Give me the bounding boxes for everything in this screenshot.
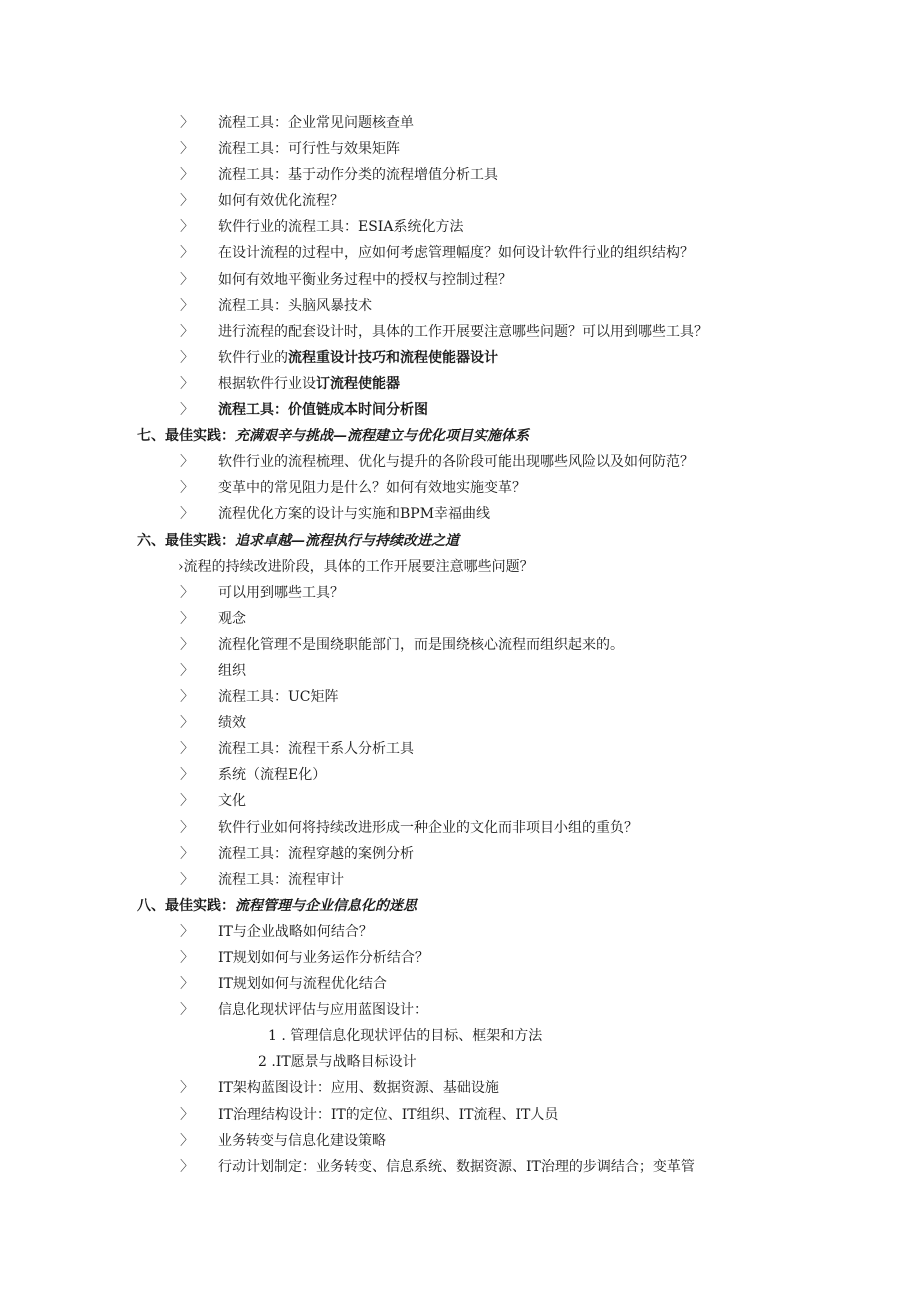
bullet-chevron-icon: 〉 — [180, 767, 194, 784]
bullet-chevron-icon: 〉 — [180, 1002, 194, 1019]
bullet-text: 流程工具：头脑风暴技术 — [218, 297, 372, 314]
bullet-chevron-icon: 〉 — [180, 819, 194, 836]
bullet-item — [0, 136, 920, 162]
section-heading-title: 流程管理与企业信息化的迷思 — [235, 897, 417, 914]
bullet-item — [0, 475, 920, 501]
bullet-chevron-icon: 〉 — [180, 636, 194, 653]
bullet-text-bold: 流程重设计技巧和流程使能器设计 — [288, 349, 498, 366]
bullet-text: IT架构蓝图设计：应用、数据资源、基础设施 — [218, 1080, 499, 1097]
bullet-text: 绩效 — [218, 715, 246, 732]
bullet-chevron-icon: 〉 — [180, 245, 194, 262]
bullet-text: 信息化现状评估与应用蓝图设计： — [218, 1002, 428, 1019]
bullet-text: 流程工具：UC矩阵 — [218, 689, 339, 706]
bullet-item — [0, 214, 920, 240]
bullet-item — [0, 397, 920, 423]
bullet-text: IT与企业战略如何结合？ — [218, 923, 373, 940]
bullet-chevron-icon: 〉 — [180, 610, 194, 627]
bullet-item — [0, 110, 920, 136]
text-line: ›流程的持续改进阶段，具体的工作开展要注意哪些问题？ — [178, 558, 534, 575]
section-heading — [0, 893, 920, 919]
bullet-text: 流程工具：流程审计 — [218, 871, 344, 888]
bullet-text — [218, 371, 400, 397]
bullet-text: 观念 — [218, 610, 246, 627]
bullet-item — [0, 710, 920, 736]
bullet-item — [0, 919, 920, 945]
bullet-text: 如何有效优化流程？ — [218, 193, 344, 210]
bullet-item — [0, 841, 920, 867]
bullet-text: 流程优化方案的设计与实施和BPM幸福曲线 — [218, 506, 491, 523]
bullet-text: 组织 — [218, 662, 246, 679]
bullet-item — [0, 997, 920, 1023]
bullet-item — [0, 788, 920, 814]
bullet-item — [0, 815, 920, 841]
section-heading — [0, 423, 920, 449]
bullet-chevron-icon: 〉 — [180, 1106, 194, 1123]
bullet-item — [0, 501, 920, 527]
bullet-text: IT规划如何与业务运作分析结合？ — [218, 950, 429, 966]
bullet-chevron-icon: 〉 — [180, 950, 194, 966]
bullet-text: 软件行业的流程工具：ESIA系统化方法 — [218, 219, 464, 236]
bullet-chevron-icon: 〉 — [180, 1158, 194, 1175]
bullet-item — [0, 188, 920, 214]
bullet-item — [0, 267, 920, 293]
bullet-text: 在设计流程的过程中，应如何考虑管理幅度？如何设计软件行业的组织结构？ — [218, 245, 694, 262]
numbered-item: 1 . 管理信息化现状评估的目标、框架和方法 — [268, 1028, 543, 1045]
bullet-item — [0, 1154, 920, 1180]
section-heading — [0, 528, 920, 554]
bullet-item — [0, 632, 920, 658]
bullet-chevron-icon: 〉 — [180, 402, 194, 419]
bullet-text: 流程化管理不是围绕职能部门，而是围绕核心流程而组织起来的。 — [218, 636, 624, 653]
section-heading-prefix: 八、最佳实践： — [137, 897, 235, 914]
section-heading-prefix: 七、最佳实践： — [137, 428, 235, 445]
bullet-item — [0, 945, 920, 971]
section-heading-prefix: 六、最佳实践： — [137, 532, 235, 549]
bullet-item — [0, 293, 920, 319]
bullet-chevron-icon: 〉 — [180, 167, 194, 184]
bullet-chevron-icon: 〉 — [180, 1132, 194, 1149]
bullet-item — [0, 971, 920, 997]
bullet-chevron-icon: 〉 — [180, 219, 194, 236]
bullet-item — [0, 345, 920, 371]
section-heading-title: 追求卓越—流程执行与持续改进之道 — [235, 532, 459, 549]
bullet-text: 可以用到哪些工具？ — [218, 584, 344, 601]
bullet-chevron-icon: 〉 — [180, 506, 194, 523]
bullet-item — [0, 1075, 920, 1101]
bullet-text-bold: 订流程使能器 — [316, 375, 400, 392]
bullet-chevron-icon: 〉 — [180, 454, 194, 471]
bullet-chevron-icon: 〉 — [180, 845, 194, 862]
bullet-chevron-icon: 〉 — [180, 349, 194, 366]
bullet-item — [0, 1128, 920, 1154]
bullet-text-plain: 根据软件行业设 — [218, 375, 316, 392]
bullet-text: 流程工具：流程穿越的案例分析 — [218, 845, 414, 862]
bullet-text — [218, 345, 498, 371]
bullet-text: 软件行业的流程梳理、优化与提升的各阶段可能出现哪些风险以及如何防范？ — [218, 454, 694, 471]
section-heading-title: 充满艰辛与挑战—流程建立与优化项目实施体系 — [235, 428, 529, 445]
bullet-chevron-icon: 〉 — [180, 715, 194, 732]
bullet-item — [0, 449, 920, 475]
bullet-text: 变革中的常见阻力是什么？如何有效地实施变革？ — [218, 480, 526, 497]
bullet-text: 流程工具：可行性与效果矩阵 — [218, 141, 400, 158]
bullet-text: 流程工具：基于动作分类的流程增值分析工具 — [218, 167, 498, 184]
bullet-item — [0, 580, 920, 606]
bullet-item — [0, 240, 920, 266]
bullet-item — [0, 162, 920, 188]
bullet-text: IT规划如何与流程优化结合 — [218, 976, 387, 993]
bullet-item — [0, 1102, 920, 1128]
bullet-item — [0, 762, 920, 788]
bullet-item — [0, 684, 920, 710]
bullet-item — [0, 867, 920, 893]
bullet-chevron-icon: 〉 — [180, 741, 194, 758]
bullet-text-plain: 软件行业的 — [218, 349, 288, 366]
bullet-item — [0, 319, 920, 345]
bullet-item — [0, 736, 920, 762]
bullet-chevron-icon: 〉 — [180, 480, 194, 497]
bullet-chevron-icon: 〉 — [180, 323, 194, 340]
bullet-text: 流程工具：流程干系人分析工具 — [218, 741, 414, 758]
bullet-chevron-icon: 〉 — [180, 271, 194, 288]
bullet-text: 文化 — [218, 793, 246, 810]
bullet-text: IT治理结构设计：IT的定位、IT组织、IT流程、IT人员 — [218, 1106, 559, 1123]
bullet-chevron-icon: 〉 — [180, 976, 194, 993]
bullet-text: 流程工具：企业常见问题核查单 — [218, 115, 414, 131]
bullet-chevron-icon: 〉 — [180, 1080, 194, 1097]
bullet-text: 如何有效地平衡业务过程中的授权与控制过程？ — [218, 271, 512, 288]
numbered-item: 2 .IT愿景与战略目标设计 — [258, 1054, 417, 1071]
bullet-chevron-icon: 〉 — [180, 793, 194, 810]
bullet-chevron-icon: 〉 — [180, 689, 194, 706]
bullet-text: 流程工具：价值链成本时间分析图 — [218, 402, 428, 419]
bullet-chevron-icon: 〉 — [180, 871, 194, 888]
bullet-text: 系统（流程E化） — [218, 767, 327, 784]
bullet-chevron-icon: 〉 — [180, 662, 194, 679]
bullet-chevron-icon: 〉 — [180, 584, 194, 601]
bullet-item — [0, 658, 920, 684]
bullet-chevron-icon: 〉 — [180, 923, 194, 940]
bullet-item — [0, 371, 920, 397]
bullet-chevron-icon: 〉 — [180, 375, 194, 392]
bullet-chevron-icon: 〉 — [180, 115, 194, 131]
bullet-text: 业务转变与信息化建设策略 — [218, 1132, 386, 1149]
bullet-text: 软件行业如何将持续改进形成一种企业的文化而非项目小组的重负？ — [218, 819, 638, 836]
bullet-chevron-icon: 〉 — [180, 141, 194, 158]
bullet-item — [0, 606, 920, 632]
bullet-text: 行动计划制定：业务转变、信息系统、数据资源、IT治理的步调结合；变革管 — [218, 1158, 695, 1175]
bullet-text: 进行流程的配套设计时，具体的工作开展要注意哪些问题？可以用到哪些工具？ — [218, 323, 708, 340]
bullet-chevron-icon: 〉 — [180, 297, 194, 314]
bullet-chevron-icon: 〉 — [180, 193, 194, 210]
